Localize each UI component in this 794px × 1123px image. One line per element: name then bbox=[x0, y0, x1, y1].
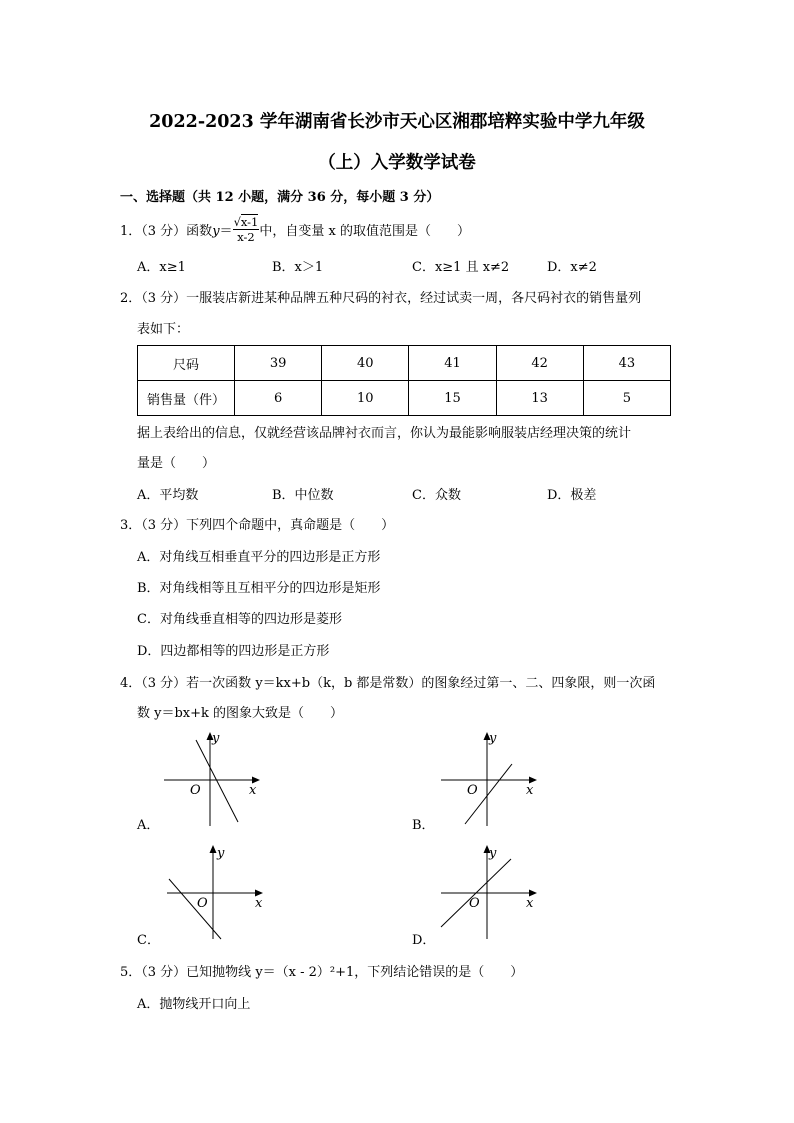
radicand: x-1 bbox=[240, 215, 259, 229]
option-b-label[interactable]: B． bbox=[412, 818, 435, 833]
table-cell: 15 bbox=[409, 381, 496, 416]
equals-sign: ＝ bbox=[219, 224, 233, 239]
y-axis-label: y bbox=[489, 846, 497, 861]
question-2-stem-line1 bbox=[120, 290, 641, 308]
question-2-followup-line2: 量是（ ） bbox=[137, 456, 216, 471]
question-3-stem bbox=[120, 517, 394, 535]
table-cell: 5 bbox=[583, 381, 670, 416]
option-d[interactable]: D．极差 bbox=[547, 488, 597, 503]
table-row-header: 尺码 bbox=[138, 346, 235, 381]
graph-option-b[interactable] bbox=[437, 730, 547, 830]
fraction-numerator bbox=[233, 215, 260, 230]
x-axis-label: x bbox=[255, 896, 263, 911]
question-1-score: （3 分）函数 bbox=[141, 224, 213, 239]
question-number: 1． bbox=[120, 224, 142, 239]
question-number: 3． bbox=[120, 518, 142, 533]
y-axis-label: y bbox=[489, 731, 497, 746]
table-cell: 40 bbox=[322, 346, 409, 381]
exam-title-line2: （上）入学数学试卷 bbox=[318, 153, 476, 173]
question-5-text: （3 分）已知抛物线 y＝（x - 2）²+1，下列结论错误的是（ ） bbox=[141, 965, 524, 980]
graph-option-d[interactable] bbox=[437, 843, 547, 943]
question-2-text: （3 分）一服装店新进某种品牌五种尺码的衬衣，经过试卖一周，各尺码衬衣的销售量列 bbox=[141, 291, 642, 306]
question-4-text: （3 分）若一次函数 y＝kx+b（k，b 都是常数）的图象经过第一、二、四象限，则一次函 bbox=[141, 676, 656, 691]
table-cell: 42 bbox=[496, 346, 583, 381]
function-variable: y bbox=[212, 224, 220, 239]
question-2-followup-line1: 据上表给出的信息，仅就经营该品牌衬衣而言，你认为最能影响服装店经理决策的统计 bbox=[137, 426, 632, 441]
table-cell: 41 bbox=[409, 346, 496, 381]
x-axis-label: x bbox=[526, 896, 534, 911]
question-number: 5． bbox=[120, 965, 142, 980]
option-d-label[interactable]: D． bbox=[412, 933, 436, 948]
question-5-stem bbox=[120, 964, 523, 982]
table-row-sales bbox=[138, 381, 671, 416]
question-1-stem-after: 中，自变量 x 的取值范围是（ ） bbox=[259, 224, 470, 239]
question-number: 4． bbox=[120, 676, 142, 691]
table-row-header: 销售量（件） bbox=[138, 381, 235, 416]
y-axis-label: y bbox=[217, 846, 225, 861]
option-c[interactable]: C．众数 bbox=[412, 488, 461, 503]
table-cell: 39 bbox=[235, 346, 322, 381]
origin-label: O bbox=[467, 783, 478, 798]
table-cell: 6 bbox=[235, 381, 322, 416]
fraction-denominator: x-2 bbox=[237, 230, 255, 244]
option-c-label[interactable]: C． bbox=[137, 933, 160, 948]
option-a[interactable]: A．x≥1 bbox=[137, 260, 186, 275]
origin-label: O bbox=[469, 896, 480, 911]
table-cell: 13 bbox=[496, 381, 583, 416]
origin-label: O bbox=[190, 783, 201, 798]
option-d[interactable]: D．四边都相等的四边形是正方形 bbox=[137, 644, 330, 659]
function-line bbox=[196, 740, 238, 822]
option-b[interactable]: B．x＞1 bbox=[272, 260, 324, 275]
option-b[interactable]: B．中位数 bbox=[272, 488, 334, 503]
graph-option-c[interactable] bbox=[163, 843, 273, 943]
question-4-stem-line1 bbox=[120, 675, 655, 693]
question-number: 2． bbox=[120, 291, 142, 306]
option-a[interactable]: A．抛物线开口向上 bbox=[137, 997, 251, 1012]
option-a[interactable]: A．对角线互相垂直平分的四边形是正方形 bbox=[137, 550, 381, 565]
option-a[interactable]: A．平均数 bbox=[137, 488, 199, 503]
x-axis-label: x bbox=[526, 783, 534, 798]
section-heading: 一、选择题（共 12 小题，满分 36 分，每小题 3 分） bbox=[120, 190, 440, 205]
question-1-stem bbox=[120, 217, 470, 246]
question-2-stem-line2: 表如下： bbox=[137, 322, 190, 337]
table-row-size bbox=[138, 346, 671, 381]
exam-title-line1: 2022-2023 学年湖南省长沙市天心区湘郡培粹实验中学九年级 bbox=[149, 112, 645, 132]
y-axis-label: y bbox=[212, 731, 220, 746]
y-axis-arrow bbox=[210, 845, 217, 853]
table-cell: 10 bbox=[322, 381, 409, 416]
option-a-label[interactable]: A． bbox=[137, 818, 160, 833]
radical-sign: √ bbox=[233, 215, 241, 229]
option-d[interactable]: D．x≠2 bbox=[547, 260, 597, 275]
option-c[interactable]: C．x≥1 且 x≠2 bbox=[412, 260, 510, 275]
x-axis-label: x bbox=[249, 783, 257, 798]
sales-table bbox=[137, 345, 671, 416]
question-4-stem-line2: 数 y＝bx+k 的图象大致是（ ） bbox=[137, 706, 344, 721]
option-c[interactable]: C．对角线垂直相等的四边形是菱形 bbox=[137, 612, 342, 627]
question-3-text: （3 分）下列四个命题中，真命题是（ ） bbox=[141, 518, 395, 533]
table-cell: 43 bbox=[583, 346, 670, 381]
graph-option-a[interactable] bbox=[160, 730, 270, 830]
option-b[interactable]: B．对角线相等且互相平分的四边形是矩形 bbox=[137, 581, 381, 596]
fraction bbox=[233, 215, 260, 244]
origin-label: O bbox=[197, 896, 208, 911]
